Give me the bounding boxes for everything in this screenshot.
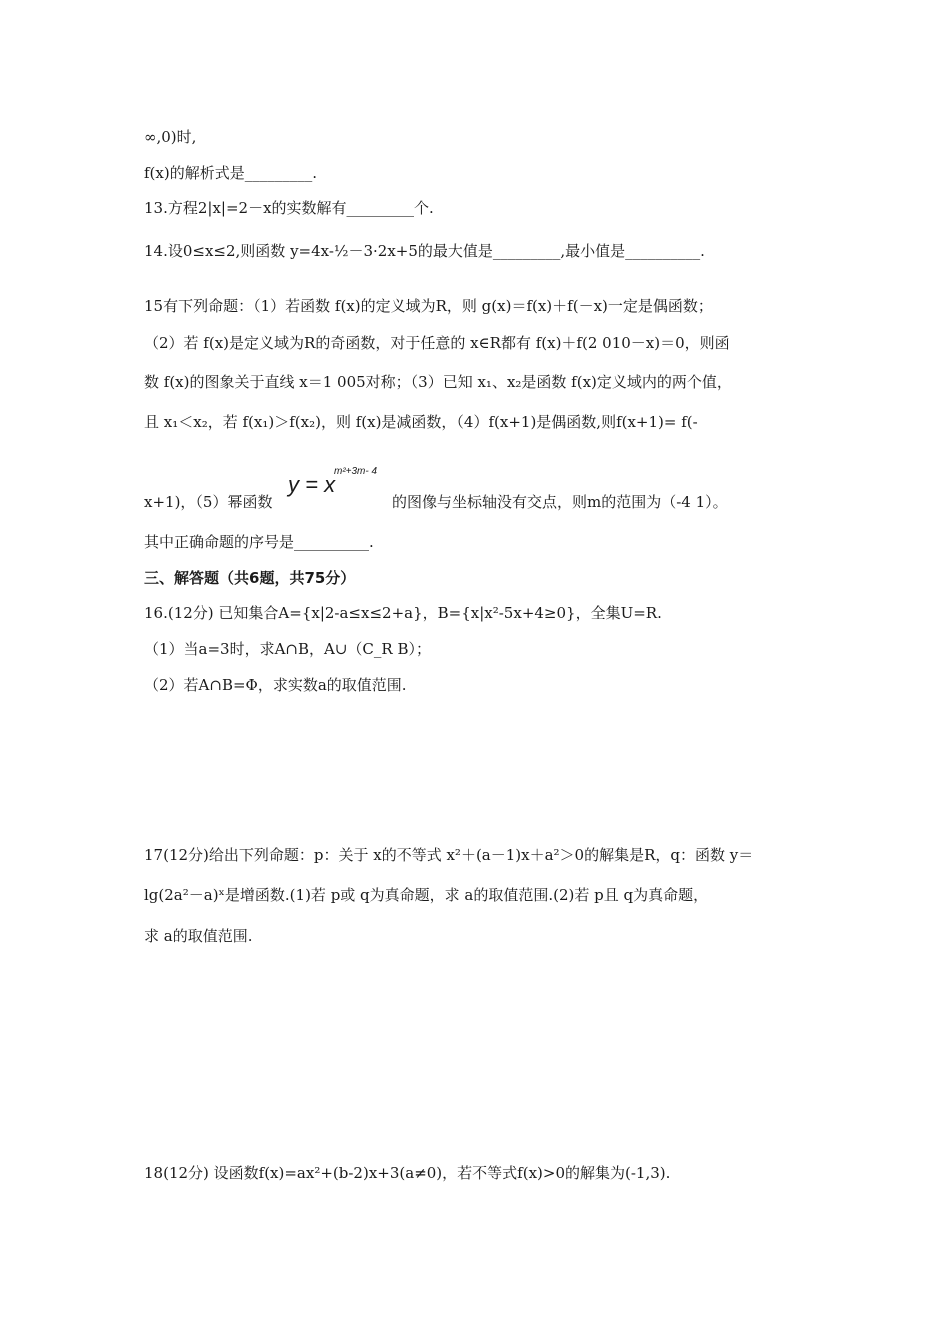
power-function-formula (288, 466, 378, 498)
formula-base: y = x (288, 472, 336, 497)
section-heading: 三、解答题（共6题，共75分） (144, 569, 356, 587)
line-12: 16.(12分) 已知集合A={x|2-a≤x≤2+a}，B={x|x²-5x+4≥0}，全集U=R. (144, 604, 662, 622)
line-3: 13.方程2|x|=2－x的实数解有_________个. (144, 199, 434, 217)
line-1: ∞,0)时, (144, 128, 197, 146)
line-16: lg(2a²－a)ˣ是增函数.(1)若 p或 q为真命题，求 a的取值范围.(2)若 p且 q为真命题， (144, 886, 709, 904)
line-18: 18(12分) 设函数f(x)=ax²+(b-2)x+3(a≠0)，若不等式f(x)>0的解集为(-1,3). (144, 1164, 671, 1182)
line-6: （2）若 f(x)是定义域为R的奇函数，对于任意的 x∈R都有 f(x)＋f(2 010－x)＝0，则函 (144, 334, 730, 352)
line-14: （2）若A∩B=Φ，求实数a的取值范围. (144, 676, 407, 694)
line-17: 求 a的取值范围. (144, 927, 253, 945)
line-10: 其中正确命题的序号是__________. (144, 533, 374, 551)
line-7: 数 f(x)的图象关于直线 x＝1 005对称；（3）已知 x₁、x₂是函数 f(x)定义域内的两个值， (144, 373, 732, 391)
line-5: 15有下列命题：（1）若函数 f(x)的定义域为R，则 g(x)＝f(x)＋f(－x)一定是偶函数； (144, 297, 713, 315)
line-2: f(x)的解析式是_________. (144, 164, 317, 182)
line-9a: x+1)，（5）幂函数 (144, 493, 273, 511)
formula-exponent: m²+3m- 4 (334, 466, 378, 477)
line-8: 且 x₁＜x₂，若 f(x₁)＞f(x₂)，则 f(x)是减函数，（4）f(x+1)是偶函数,则f(x+1)= f(- (144, 413, 698, 431)
line-13: （1）当a=3时，求A∩B，A∪（C_R B）； (144, 640, 431, 658)
line-4: 14.设0≤x≤2,则函数 y=4x-½－3·2x+5的最大值是_________,最小值是__________. (144, 242, 705, 260)
line-9b: 的图像与坐标轴没有交点，则m的范围为（-4 1）。 (392, 493, 728, 511)
line-15: 17(12分)给出下列命题：p：关于 x的不等式 x²＋(a－1)x＋a²＞0的解集是R，q：函数 y＝ (144, 846, 754, 864)
